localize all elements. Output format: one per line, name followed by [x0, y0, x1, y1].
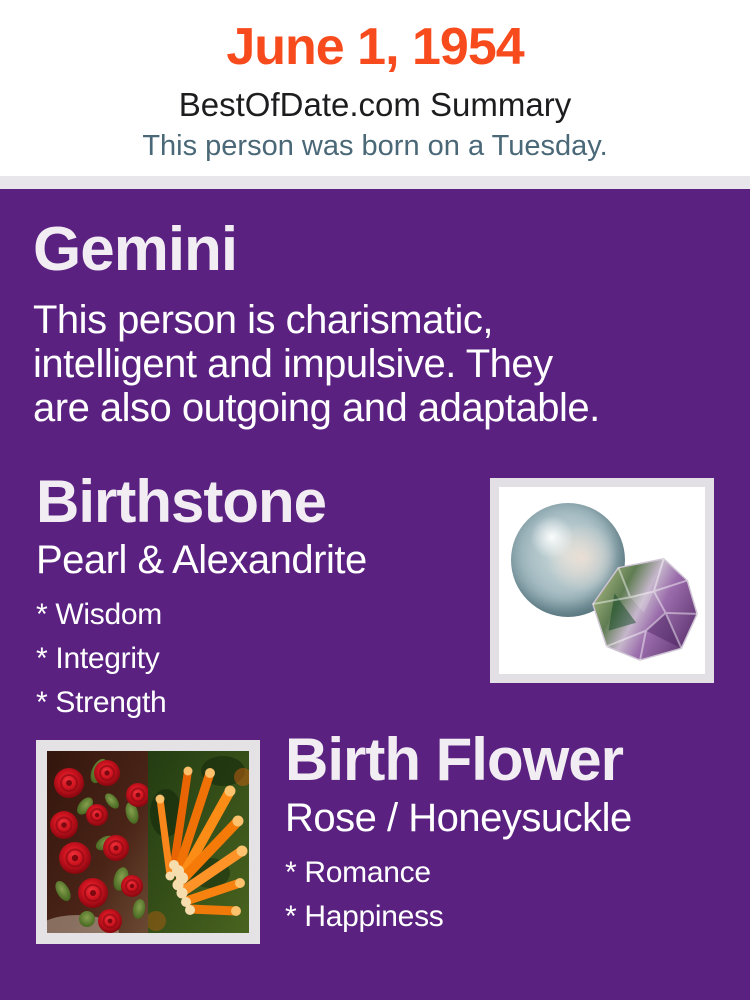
zodiac-description-line: This person is charismatic,	[33, 298, 493, 342]
site-summary: BestOfDate.com Summary	[178, 86, 572, 123]
zodiac-sign-title: Gemini	[33, 215, 238, 284]
zodiac-description-line: are also outgoing and adaptable.	[33, 386, 600, 430]
weekday-note: This person was born on a Tuesday.	[142, 130, 608, 162]
header-divider	[0, 176, 750, 189]
birth-flower-names: Rose / Honeysuckle	[285, 796, 632, 840]
date-title: June 1, 1954	[226, 18, 524, 76]
birth-flower-traits	[285, 851, 632, 939]
birthstone-title: Birthstone	[36, 468, 326, 535]
birthstone-trait: * Integrity	[36, 642, 160, 675]
honeysuckle-image	[148, 751, 249, 933]
birthstone-trait: * Wisdom	[36, 598, 162, 631]
birthstone-trait: * Strength	[36, 686, 167, 719]
birth-flower-trait: * Romance	[285, 856, 431, 889]
birth-flower-title: Birth Flower	[285, 726, 624, 793]
birthstone-photo	[490, 478, 714, 683]
birthstone-names: Pearl & Alexandrite	[36, 538, 367, 582]
zodiac-description-line: intelligent and impulsive. They	[33, 342, 553, 386]
birth-flower-photo	[36, 740, 260, 944]
birthstone-section	[36, 470, 367, 725]
birth-flower-trait: * Happiness	[285, 900, 444, 933]
birthstone-traits	[36, 593, 367, 725]
birth-flower-section	[285, 728, 632, 939]
zodiac-description	[33, 298, 600, 430]
alexandrite-image	[585, 551, 703, 667]
roses-image	[47, 751, 148, 933]
